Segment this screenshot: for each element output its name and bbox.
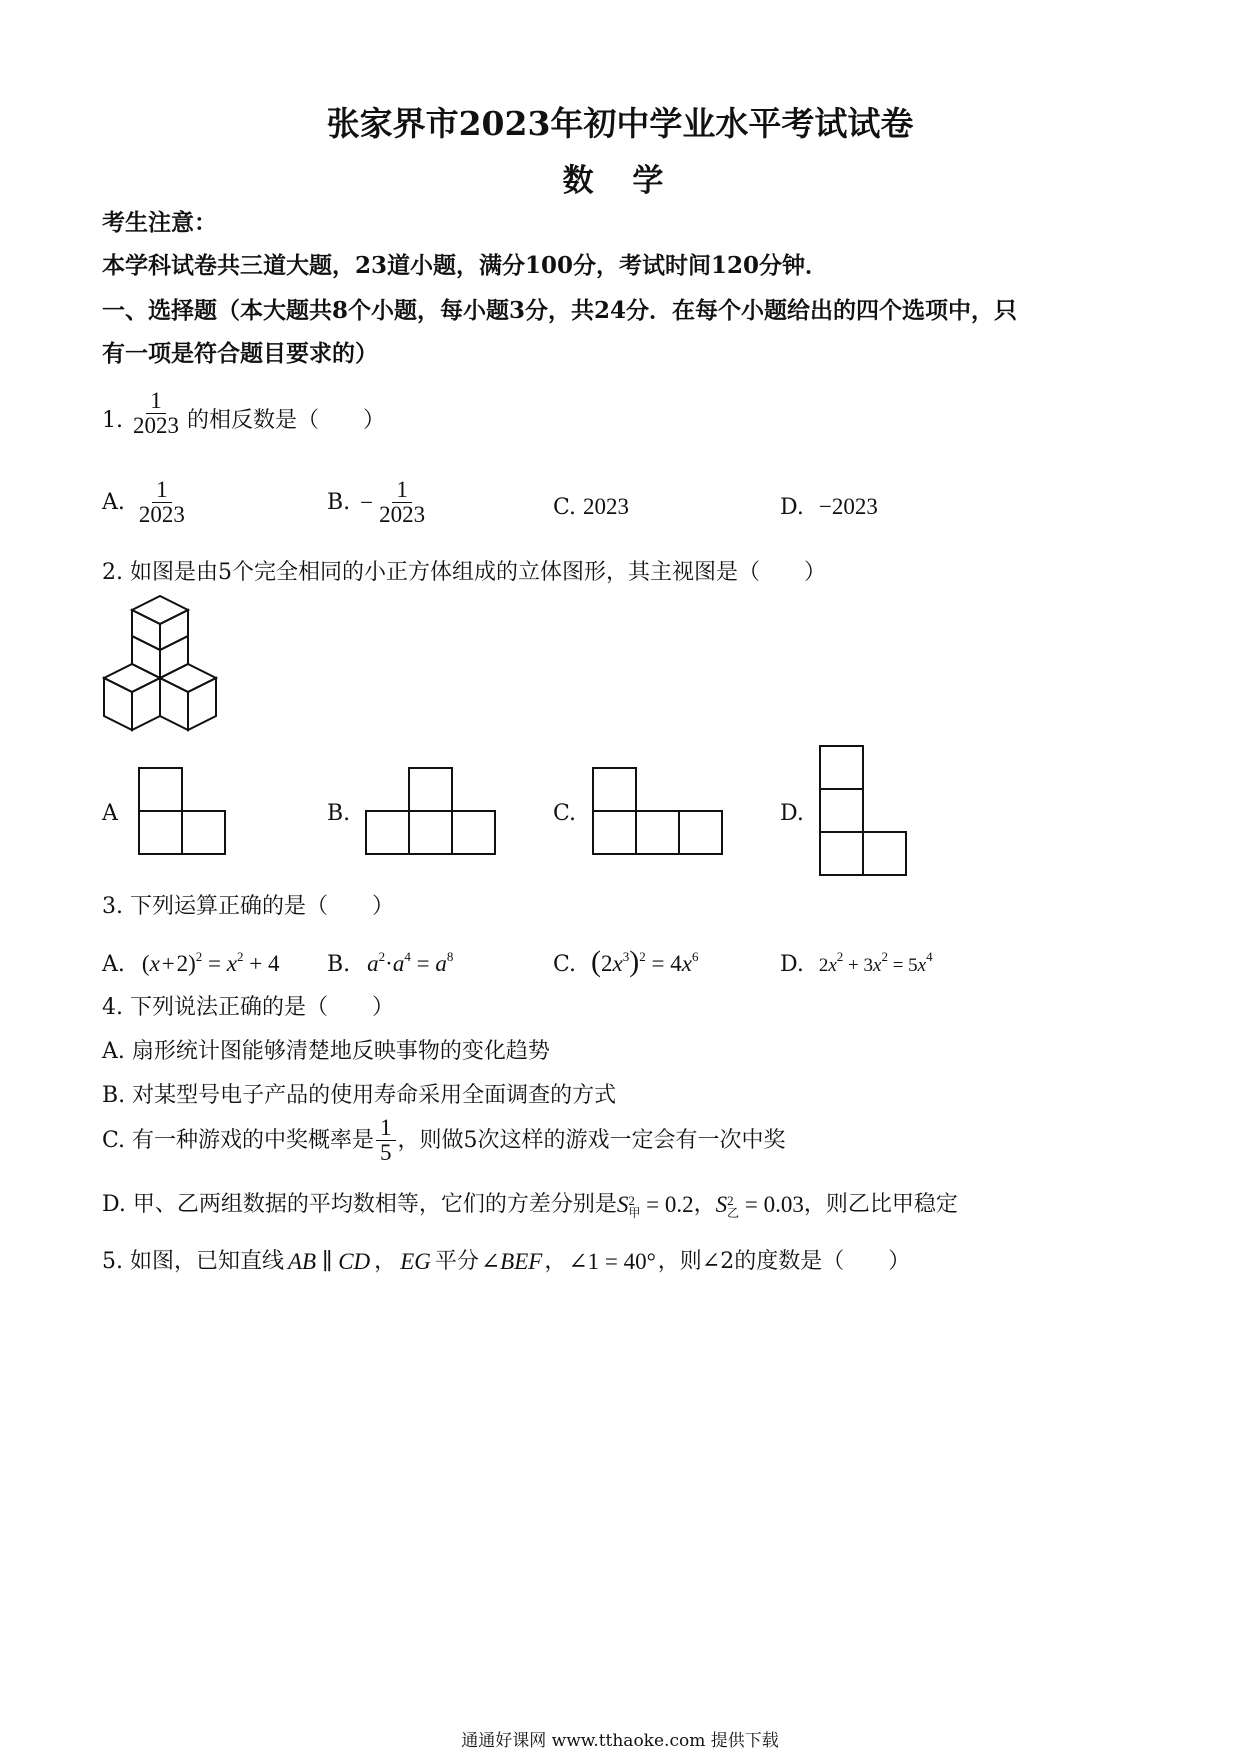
q1-a-fraction	[135, 478, 189, 527]
q3-c-label: C.	[553, 952, 577, 977]
section1-line2: 有一项是符合题目要求的）	[102, 340, 378, 367]
q4-c-suffix: ，则做5次这样的游戏一定会有一次中奖	[397, 1127, 786, 1153]
q1-b-sign: −	[360, 489, 374, 515]
notice-heading: 考生注意：	[102, 209, 217, 236]
q3-b-expr: $a^2\cdot a^4 = a^8$	[367, 949, 454, 976]
q4-stem: 4. 下列说法正确的是（ ）	[102, 995, 394, 1020]
q5-p2: ，	[374, 1249, 397, 1274]
q4-d-var-yi: S 2 乙 = 0.03	[715, 1192, 804, 1220]
q5-angle1: ∠1 = 40°	[568, 1249, 656, 1274]
q4-d-prefix: D. 甲、乙两组数据的平均数相等，它们的方差分别是	[102, 1192, 617, 1217]
section1-line1: 一、选择题（本大题共8个小题，每小题3分，共24分．在每个小题给出的四个选项中，只	[102, 297, 1018, 324]
q2-option-b-label: B.	[327, 801, 351, 826]
q1-option-a	[102, 478, 189, 527]
q1-number: 1.	[102, 408, 123, 434]
q4-c-fraction	[376, 1116, 396, 1165]
q5-parallel-expr: AB ∥ CD	[287, 1249, 371, 1274]
q4-c-prefix: C. 有一种游戏的中奖概率是	[102, 1127, 375, 1153]
q2-stem: 2. 如图是由5个完全相同的小正方体组成的立体图形，其主视图是（ ）	[102, 560, 826, 585]
q1-a-label: A.	[102, 489, 125, 515]
q2-option-a-label: A	[102, 801, 118, 826]
q2-option-d-figure	[818, 744, 910, 878]
q2-cube-figure	[96, 592, 226, 742]
q3-d-expr: $2x^2 + 3x^2 = 5x^4$	[818, 949, 933, 976]
q2-option-b-figure	[364, 766, 499, 856]
q4-option-d	[102, 1190, 958, 1220]
q3-a-expr: (x + $2)^2 = x^2 + 4$	[141, 949, 280, 976]
q5-p3: 平分	[434, 1249, 479, 1274]
q5-angle-bef: ∠BEF	[480, 1249, 543, 1274]
q3-b-label: B.	[327, 952, 351, 977]
q1-option-d	[780, 492, 878, 523]
q3-c-expr: $(2x^3)^2 = 4x^6$	[591, 945, 699, 978]
q1-b-label: B.	[327, 489, 351, 515]
q5-p4: ，	[544, 1249, 567, 1274]
q1-b-num: 1	[392, 478, 412, 503]
q1-c-value: 2023	[583, 494, 630, 519]
q2-option-c-label: C.	[553, 801, 577, 826]
q4-c-num: 1	[376, 1116, 396, 1141]
q5-prefix: 5. 如图，已知直线	[102, 1249, 284, 1274]
q1-a-den: 2023	[138, 502, 185, 528]
q3-option-c	[553, 942, 698, 980]
q1-fraction	[129, 389, 183, 438]
q2-option-a-figure	[137, 766, 229, 856]
q3-stem: 3. 下列运算正确的是（ ）	[102, 894, 394, 919]
q1-d-value: −2023	[818, 494, 878, 519]
q1-option-c	[553, 492, 629, 523]
q1-frac-num: 1	[146, 389, 166, 414]
q3-option-a	[102, 942, 279, 980]
q4-d-suffix: ，则乙比甲稳定	[803, 1192, 958, 1217]
q3-d-label: D.	[780, 952, 804, 977]
exam-subject: 数 学	[562, 163, 678, 199]
q1-a-num: 1	[152, 478, 172, 503]
q1-d-label: D.	[780, 495, 804, 520]
q4-d-var-jia: S 2 甲 = 0.2	[616, 1192, 694, 1220]
q1-stem	[102, 389, 385, 438]
q1-stem-text: 的相反数是（ ）	[187, 408, 386, 434]
q3-option-b	[327, 942, 453, 980]
q1-frac-den: 2023	[133, 413, 179, 439]
q4-option-a: A. 扇形统计图能够清楚地反映事物的变化趋势	[102, 1039, 550, 1064]
q4-option-c	[102, 1116, 786, 1165]
q3-option-d	[780, 942, 933, 981]
q1-b-den: 2023	[379, 502, 426, 528]
q1-b-fraction	[375, 478, 429, 527]
q1-c-label: C.	[553, 495, 577, 520]
exam-title: 张家界市2023年初中学业水平考试试卷	[326, 104, 914, 143]
q2-option-c-figure	[591, 766, 726, 856]
q5-stem	[102, 1247, 910, 1277]
notice-text: 本学科试卷共三道大题，23道小题，满分100分，考试时间120分钟．	[102, 252, 829, 279]
q3-a-label: A.	[102, 952, 125, 977]
q4-d-mid: ，	[693, 1192, 716, 1217]
q4-option-b: B. 对某型号电子产品的使用寿命采用全面调查的方式	[102, 1083, 617, 1108]
q2-option-d-label: D.	[780, 801, 804, 826]
q5-p5: ，则∠2的度数是（ ）	[657, 1249, 911, 1274]
q4-c-den: 5	[380, 1140, 392, 1166]
q5-eg: EG	[400, 1249, 431, 1274]
q1-option-b	[327, 478, 429, 527]
page-footer: 通通好课网 www.tthaoke.com 提供下载	[461, 1731, 779, 1751]
